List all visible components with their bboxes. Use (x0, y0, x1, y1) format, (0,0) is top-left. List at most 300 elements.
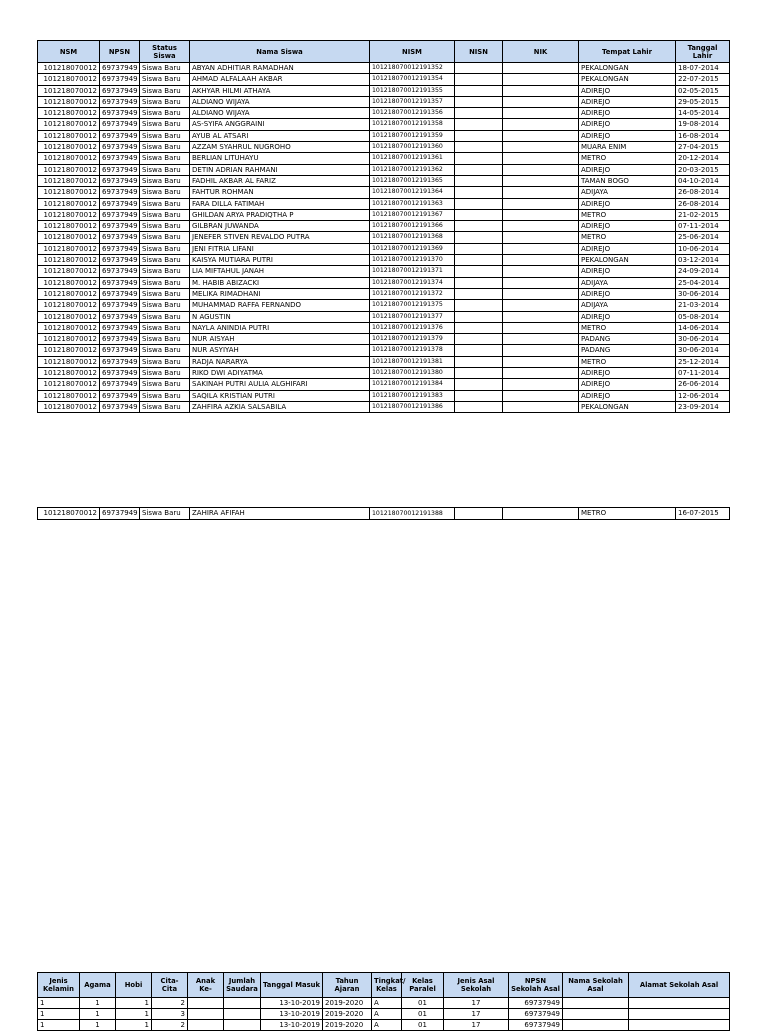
cell-nisn (455, 74, 503, 85)
table-row (38, 266, 730, 277)
cell-nik (503, 356, 579, 367)
cell-nism: 101218070012191359 (370, 130, 455, 141)
cell-nsm: 101218070012 (38, 356, 100, 367)
cell-nik (503, 130, 579, 141)
cell-nism: 101218070012191380 (370, 368, 455, 379)
cell-nama-siswa: GHILDAN ARYA PRADIQTHA P (190, 209, 370, 220)
cell-nik (503, 255, 579, 266)
cell-nism: 101218070012191356 (370, 108, 455, 119)
cell-agama: 1 (80, 1020, 116, 1031)
cell-nama-siswa: FADHIL AKBAR AL FARIZ (190, 175, 370, 186)
cell-tanggal-lahir: 14-06-2014 (676, 322, 730, 333)
cell-nism: 101218070012191366 (370, 221, 455, 232)
cell-npsn: 69737949 (100, 345, 140, 356)
header-tingkat-kelas: Tingkat/ Kelas (372, 973, 402, 998)
header-tanggal-lahir: Tanggal Lahir (676, 41, 730, 63)
cell-status-siswa: Siswa Baru (140, 345, 190, 356)
cell-tanggal-lahir: 05-08-2014 (676, 311, 730, 322)
cell-nisn (455, 266, 503, 277)
cell-nsm: 101218070012 (38, 142, 100, 153)
header-agama: Agama (80, 973, 116, 998)
cell-status-siswa: Siswa Baru (140, 198, 190, 209)
cell-nisn (455, 198, 503, 209)
students-table (37, 40, 730, 413)
cell-nik (503, 266, 579, 277)
cell-nama-siswa: DETIN ADRIAN RAHMANI (190, 164, 370, 175)
cell-nik (503, 243, 579, 254)
cell-nik (503, 175, 579, 186)
cell-nsm: 101218070012 (38, 288, 100, 299)
cell-tempat-lahir: ADIREJO (579, 108, 676, 119)
detail-header-row (38, 973, 730, 998)
cell-tempat-lahir: ADIREJO (579, 119, 676, 130)
cell-nism: 101218070012191362 (370, 164, 455, 175)
cell-nism: 101218070012191370 (370, 255, 455, 266)
cell-alamat-sekolah-asal (629, 1009, 730, 1020)
cell-nik (503, 401, 579, 412)
cell-nism: 101218070012191365 (370, 175, 455, 186)
cell-tanggal-lahir: 12-06-2014 (676, 390, 730, 401)
header-tanggal-masuk: Tanggal Masuk (261, 973, 323, 998)
cell-npsn: 69737949 (100, 390, 140, 401)
cell-nama-siswa: LIA MIFTAHUL JANAH (190, 266, 370, 277)
cell-status-siswa: Siswa Baru (140, 368, 190, 379)
cell-nism: 101218070012191383 (370, 390, 455, 401)
cell-npsn-sekolah-asal: 69737949 (509, 1020, 563, 1031)
cell-npsn: 69737949 (100, 379, 140, 390)
table-row (38, 243, 730, 254)
cell-nsm: 101218070012 (38, 85, 100, 96)
cell-tempat-lahir: ADIREJO (579, 130, 676, 141)
cell-npsn: 69737949 (100, 334, 140, 345)
cell-tempat-lahir: METRO (579, 153, 676, 164)
cell-nama-siswa: SAKINAH PUTRI AULIA ALGHIFARI (190, 379, 370, 390)
cell-nsm: 101218070012 (38, 345, 100, 356)
cell-nik (503, 232, 579, 243)
cell-tahun-ajaran: 2019-2020 (323, 1020, 372, 1031)
cell-status-siswa: Siswa Baru (140, 322, 190, 333)
cell-nisn (455, 334, 503, 345)
cell-nama-siswa: MELIKA RIMADHANI (190, 288, 370, 299)
cell-tanggal-masuk: 13-10-2019 (261, 998, 323, 1009)
cell-npsn: 69737949 (100, 153, 140, 164)
cell-nisn (455, 401, 503, 412)
cell-nsm: 101218070012 (38, 277, 100, 288)
cell-jenis-kelamin: 1 (38, 1009, 80, 1020)
cell-nsm: 101218070012 (38, 232, 100, 243)
cell-nik (503, 508, 579, 520)
cell-nik (503, 119, 579, 130)
cell-nsm: 101218070012 (38, 209, 100, 220)
cell-tanggal-lahir: 23-09-2014 (676, 401, 730, 412)
cell-nisn (455, 232, 503, 243)
cell-nik (503, 153, 579, 164)
cell-nsm: 101218070012 (38, 119, 100, 130)
table-row (38, 96, 730, 107)
cell-nsm: 101218070012 (38, 164, 100, 175)
cell-nsm: 101218070012 (38, 130, 100, 141)
cell-nisn (455, 153, 503, 164)
cell-nama-siswa: AKHYAR HILMI ATHAYA (190, 85, 370, 96)
cell-nisn (455, 209, 503, 220)
cell-nsm: 101218070012 (38, 96, 100, 107)
header-nama-siswa: Nama Siswa (190, 41, 370, 63)
cell-nisn (455, 63, 503, 74)
cell-status-siswa: Siswa Baru (140, 243, 190, 254)
cell-nisn (455, 390, 503, 401)
cell-tanggal-lahir: 20-12-2014 (676, 153, 730, 164)
table-row (38, 379, 730, 390)
cell-tempat-lahir: ADIREJO (579, 243, 676, 254)
cell-nik (503, 187, 579, 198)
cell-tahun-ajaran: 2019-2020 (323, 1009, 372, 1020)
cell-nama-siswa: NUR ASYIYAH (190, 345, 370, 356)
cell-nama-siswa: ALDIANO WIJAYA (190, 108, 370, 119)
cell-npsn: 69737949 (100, 266, 140, 277)
cell-npsn: 69737949 (100, 108, 140, 119)
cell-jenis-asal-sekolah: 17 (444, 998, 509, 1009)
cell-tempat-lahir: ADIREJO (579, 198, 676, 209)
cell-npsn: 69737949 (100, 74, 140, 85)
cell-nik (503, 74, 579, 85)
cell-npsn: 69737949 (100, 130, 140, 141)
cell-cita-cita: 2 (152, 1020, 188, 1031)
cell-jenis-kelamin: 1 (38, 1020, 80, 1031)
cell-nism: 101218070012191377 (370, 311, 455, 322)
cell-tanggal-lahir: 16-08-2014 (676, 130, 730, 141)
cell-nama-siswa: JENEFER STIVEN REVALDO PUTRA (190, 232, 370, 243)
cell-tanggal-lahir: 03-12-2014 (676, 255, 730, 266)
cell-npsn: 69737949 (100, 164, 140, 175)
cell-tempat-lahir: ADIREJO (579, 164, 676, 175)
header-npsn-sekolah-asal: NPSN Sekolah Asal (509, 973, 563, 998)
cell-hobi: 1 (116, 1009, 152, 1020)
header-nism: NISM (370, 41, 455, 63)
cell-nik (503, 277, 579, 288)
cell-nama-siswa: AHMAD ALFALAAH AKBAR (190, 74, 370, 85)
cell-status-siswa: Siswa Baru (140, 96, 190, 107)
cell-status-siswa: Siswa Baru (140, 300, 190, 311)
cell-nik (503, 198, 579, 209)
cell-nama-siswa: M. HABIB ABIZACKI (190, 277, 370, 288)
cell-nama-siswa: ALDIANO WIJAYA (190, 96, 370, 107)
cell-tempat-lahir: METRO (579, 209, 676, 220)
header-npsn: NPSN (100, 41, 140, 63)
cell-alamat-sekolah-asal (629, 1020, 730, 1031)
table-row (38, 153, 730, 164)
cell-tingkat-kelas: A (372, 1020, 402, 1031)
cell-nama-siswa: FAHTUR ROHMAN (190, 187, 370, 198)
cell-jumlah-saudara (224, 998, 261, 1009)
table-row (38, 356, 730, 367)
table-row (38, 74, 730, 85)
header-nisn: NISN (455, 41, 503, 63)
cell-nisn (455, 164, 503, 175)
cell-status-siswa: Siswa Baru (140, 277, 190, 288)
cell-nama-siswa: FARA DILLA FATIMAH (190, 198, 370, 209)
cell-tanggal-lahir: 30-06-2014 (676, 345, 730, 356)
table-row (38, 311, 730, 322)
cell-tanggal-lahir: 29-05-2015 (676, 96, 730, 107)
cell-nama-siswa: AS-SYIFA ANGGRAINI (190, 119, 370, 130)
table-row (38, 508, 730, 520)
cell-nsm: 101218070012 (38, 390, 100, 401)
table-row (38, 334, 730, 345)
cell-nik (503, 334, 579, 345)
header-nama-sekolah-asal: Nama Sekolah Asal (563, 973, 629, 998)
cell-nisn (455, 322, 503, 333)
cell-nisn (455, 345, 503, 356)
cell-nisn (455, 356, 503, 367)
cell-tingkat-kelas: A (372, 1009, 402, 1020)
cell-nisn (455, 368, 503, 379)
cell-nisn (455, 142, 503, 153)
cell-tanggal-lahir: 21-03-2014 (676, 300, 730, 311)
cell-status-siswa: Siswa Baru (140, 311, 190, 322)
cell-nsm: 101218070012 (38, 243, 100, 254)
cell-tempat-lahir: PEKALONGAN (579, 63, 676, 74)
cell-jenis-kelamin: 1 (38, 998, 80, 1009)
cell-npsn: 69737949 (100, 300, 140, 311)
cell-nik (503, 209, 579, 220)
cell-hobi: 1 (116, 1020, 152, 1031)
cell-nism: 101218070012191384 (370, 379, 455, 390)
header-anak-ke: Anak Ke- (188, 973, 224, 998)
cell-nik (503, 221, 579, 232)
table-row (38, 232, 730, 243)
cell-npsn: 69737949 (100, 142, 140, 153)
cell-nism: 101218070012191374 (370, 277, 455, 288)
header-cita-cita: Cita-Cita (152, 973, 188, 998)
cell-npsn: 69737949 (100, 255, 140, 266)
cell-nsm: 101218070012 (38, 221, 100, 232)
cell-npsn: 69737949 (100, 96, 140, 107)
cell-tanggal-lahir: 07-11-2014 (676, 368, 730, 379)
cell-nama-siswa: SAQILA KRISTIAN PUTRI (190, 390, 370, 401)
cell-tempat-lahir: PEKALONGAN (579, 255, 676, 266)
cell-status-siswa: Siswa Baru (140, 142, 190, 153)
cell-status-siswa: Siswa Baru (140, 130, 190, 141)
cell-status-siswa: Siswa Baru (140, 221, 190, 232)
cell-npsn: 69737949 (100, 221, 140, 232)
cell-status-siswa: Siswa Baru (140, 379, 190, 390)
header-alamat-sekolah-asal: Alamat Sekolah Asal (629, 973, 730, 998)
cell-tempat-lahir: METRO (579, 232, 676, 243)
cell-npsn: 69737949 (100, 175, 140, 186)
cell-tanggal-lahir: 19-08-2014 (676, 119, 730, 130)
cell-tanggal-lahir: 07-11-2014 (676, 221, 730, 232)
cell-npsn: 69737949 (100, 368, 140, 379)
cell-tanggal-lahir: 24-09-2014 (676, 266, 730, 277)
cell-nism: 101218070012191378 (370, 345, 455, 356)
cell-nama-siswa: BERLIAN LITUHAYU (190, 153, 370, 164)
table-row (38, 221, 730, 232)
cell-nik (503, 311, 579, 322)
cell-tanggal-lahir: 25-12-2014 (676, 356, 730, 367)
cell-nama-siswa: GILBRAN JUWANDA (190, 221, 370, 232)
cell-tempat-lahir: ADIJAYA (579, 300, 676, 311)
cell-nsm: 101218070012 (38, 153, 100, 164)
table-row (38, 345, 730, 356)
cell-nik (503, 85, 579, 96)
cell-nism: 101218070012191357 (370, 96, 455, 107)
cell-nama-siswa: NAYLA ANINDIA PUTRI (190, 322, 370, 333)
table-row (38, 175, 730, 186)
cell-tanggal-masuk: 13-10-2019 (261, 1020, 323, 1031)
cell-status-siswa: Siswa Baru (140, 74, 190, 85)
cell-nisn (455, 85, 503, 96)
cell-nik (503, 390, 579, 401)
cell-nism: 101218070012191361 (370, 153, 455, 164)
cell-nisn (455, 96, 503, 107)
cell-tanggal-lahir: 16-07-2015 (676, 508, 730, 520)
table-row (38, 277, 730, 288)
cell-tanggal-lahir: 25-04-2014 (676, 277, 730, 288)
cell-tempat-lahir: METRO (579, 322, 676, 333)
cell-status-siswa: Siswa Baru (140, 175, 190, 186)
cell-nama-siswa: ZAHIRA AFIFAH (190, 508, 370, 520)
cell-nama-siswa: NUR AISYAH (190, 334, 370, 345)
table-row (38, 1020, 730, 1031)
cell-nism: 101218070012191364 (370, 187, 455, 198)
cell-nism: 101218070012191355 (370, 85, 455, 96)
cell-tempat-lahir: TAMAN BOGO (579, 175, 676, 186)
cell-nsm: 101218070012 (38, 368, 100, 379)
cell-nism: 101218070012191381 (370, 356, 455, 367)
cell-nsm: 101218070012 (38, 300, 100, 311)
cell-status-siswa: Siswa Baru (140, 390, 190, 401)
cell-nisn (455, 300, 503, 311)
cell-nama-siswa: RIKO DWI ADIYATMA (190, 368, 370, 379)
cell-nama-siswa: JENI FITRIA LIFANI (190, 243, 370, 254)
cell-nik (503, 368, 579, 379)
cell-agama: 1 (80, 998, 116, 1009)
cell-npsn: 69737949 (100, 356, 140, 367)
cell-tanggal-masuk: 13-10-2019 (261, 1009, 323, 1020)
cell-nik (503, 379, 579, 390)
cell-nism: 101218070012191358 (370, 119, 455, 130)
cell-tanggal-lahir: 30-06-2014 (676, 334, 730, 345)
cell-kelas-paralel: 01 (402, 1020, 444, 1031)
cell-tempat-lahir: ADIREJO (579, 311, 676, 322)
cell-status-siswa: Siswa Baru (140, 153, 190, 164)
cell-status-siswa: Siswa Baru (140, 119, 190, 130)
cell-status-siswa: Siswa Baru (140, 401, 190, 412)
cell-tempat-lahir: MUARA ENIM (579, 142, 676, 153)
cell-jumlah-saudara (224, 1009, 261, 1020)
cell-kelas-paralel: 01 (402, 998, 444, 1009)
cell-status-siswa: Siswa Baru (140, 63, 190, 74)
cell-nsm: 101218070012 (38, 508, 100, 520)
header-status-siswa: Status Siswa (140, 41, 190, 63)
cell-npsn-sekolah-asal: 69737949 (509, 998, 563, 1009)
table-row (38, 209, 730, 220)
cell-nama-siswa: N AGUSTIN (190, 311, 370, 322)
cell-nik (503, 345, 579, 356)
table-row (38, 322, 730, 333)
cell-hobi: 1 (116, 998, 152, 1009)
cell-nism: 101218070012191368 (370, 232, 455, 243)
students-header-row (38, 41, 730, 63)
cell-nism: 101218070012191352 (370, 63, 455, 74)
cell-status-siswa: Siswa Baru (140, 108, 190, 119)
cell-nism: 101218070012191386 (370, 401, 455, 412)
cell-status-siswa: Siswa Baru (140, 288, 190, 299)
cell-nism: 101218070012191369 (370, 243, 455, 254)
cell-status-siswa: Siswa Baru (140, 266, 190, 277)
table-row (38, 300, 730, 311)
table-row (38, 85, 730, 96)
cell-alamat-sekolah-asal (629, 998, 730, 1009)
table-row (38, 1009, 730, 1020)
cell-nik (503, 96, 579, 107)
cell-tempat-lahir: ADIREJO (579, 221, 676, 232)
student-detail-table (37, 972, 730, 1031)
cell-nisn (455, 311, 503, 322)
header-nsm: NSM (38, 41, 100, 63)
cell-tempat-lahir: ADIJAYA (579, 277, 676, 288)
cell-nism: 101218070012191375 (370, 300, 455, 311)
cell-nisn (455, 130, 503, 141)
cell-anak-ke (188, 998, 224, 1009)
cell-npsn: 69737949 (100, 209, 140, 220)
cell-tingkat-kelas: A (372, 998, 402, 1009)
cell-status-siswa: Siswa Baru (140, 85, 190, 96)
cell-nsm: 101218070012 (38, 334, 100, 345)
cell-tempat-lahir: PADANG (579, 334, 676, 345)
cell-nism: 101218070012191367 (370, 209, 455, 220)
cell-npsn: 69737949 (100, 119, 140, 130)
cell-tempat-lahir: METRO (579, 508, 676, 520)
cell-nsm: 101218070012 (38, 187, 100, 198)
cell-tempat-lahir: ADIREJO (579, 288, 676, 299)
table-row (38, 63, 730, 74)
cell-tanggal-lahir: 04-10-2014 (676, 175, 730, 186)
cell-tempat-lahir: ADIREJO (579, 368, 676, 379)
cell-tanggal-lahir: 30-06-2014 (676, 288, 730, 299)
cell-nism: 101218070012191372 (370, 288, 455, 299)
table-row (38, 401, 730, 412)
cell-nsm: 101218070012 (38, 255, 100, 266)
cell-nik (503, 63, 579, 74)
cell-tempat-lahir: ADIREJO (579, 96, 676, 107)
cell-nisn (455, 288, 503, 299)
cell-tempat-lahir: PADANG (579, 345, 676, 356)
cell-tanggal-lahir: 21-02-2015 (676, 209, 730, 220)
cell-tempat-lahir: ADIREJO (579, 85, 676, 96)
cell-tempat-lahir: ADIREJO (579, 390, 676, 401)
cell-npsn: 69737949 (100, 508, 140, 520)
cell-npsn: 69737949 (100, 311, 140, 322)
cell-nama-siswa: ZAHFIRA AZKIA SALSABILA (190, 401, 370, 412)
cell-nisn (455, 277, 503, 288)
cell-jenis-asal-sekolah: 17 (444, 1009, 509, 1020)
cell-cita-cita: 2 (152, 998, 188, 1009)
cell-tempat-lahir: METRO (579, 356, 676, 367)
cell-nism: 101218070012191363 (370, 198, 455, 209)
cell-nsm: 101218070012 (38, 379, 100, 390)
table-row (38, 390, 730, 401)
table-row (38, 164, 730, 175)
cell-nisn (455, 108, 503, 119)
cell-tanggal-lahir: 10-06-2014 (676, 243, 730, 254)
cell-nsm: 101218070012 (38, 108, 100, 119)
cell-nsm: 101218070012 (38, 401, 100, 412)
cell-nisn (455, 187, 503, 198)
cell-npsn: 69737949 (100, 198, 140, 209)
cell-nama-siswa: KAISYA MUTIARA PUTRI (190, 255, 370, 266)
cell-nsm: 101218070012 (38, 322, 100, 333)
